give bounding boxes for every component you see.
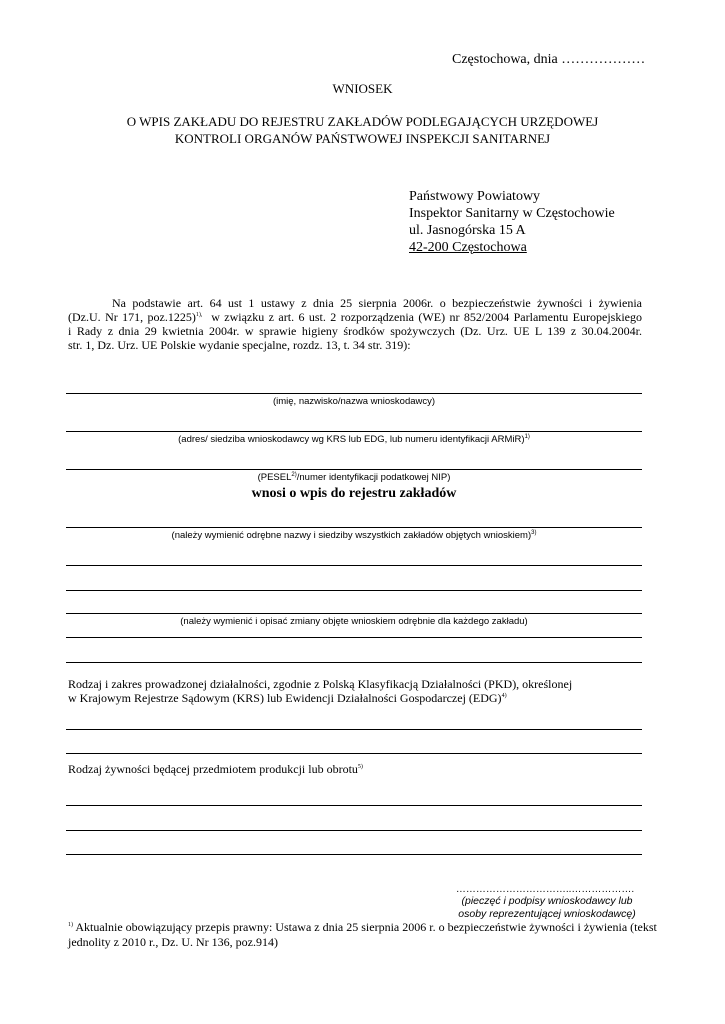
establishments-field-line-2[interactable] <box>66 565 642 566</box>
footnote-1-line-1: $^{1)}$ Aktualnie obowiązujący przepis prawny: Ustawa z dnia 25 sierpnia 2006 r. o bezpieczeństwie żywności i żywienia (tekst <box>68 920 657 934</box>
legal-basis-line-1: Na podstawie art. 64 ust 1 ustawy z dnia 25 sierpnia 2006r. o bezpieczeństwie żywności i żywienia <box>112 296 642 310</box>
changes-field[interactable] <box>66 613 642 614</box>
signature-caption-line-1: (pieczęć i podpisy wnioskodawcy lub <box>461 895 633 907</box>
footnote-ref-1: 1), <box>195 312 203 318</box>
food-type-field-line-3[interactable] <box>66 854 642 855</box>
recipient-line-2: Inspektor Sanitarny w Częstochowie <box>409 206 615 221</box>
place-date: Częstochowa, dnia ……………… <box>452 52 646 67</box>
activity-label-line-1: Rodzaj i zakres prowadzonej działalności, zgodnie z Polską Klasyfikacją Działalności (PKD), określonej <box>68 677 573 691</box>
recipient-postal-code-city: 42-200 Częstochowa <box>409 240 527 255</box>
signature-caption-line-2: osoby reprezentującej wnioskodawcę) <box>458 908 636 920</box>
applicant-pesel-nip-field[interactable] <box>66 469 642 470</box>
food-type-field-line-2[interactable] <box>66 830 642 831</box>
applicant-address-field[interactable] <box>66 431 642 432</box>
recipient-line-1: Państwowy Powiatowy <box>409 189 541 204</box>
food-type-field[interactable] <box>66 805 642 806</box>
footnote-ref-2: 2) <box>291 471 297 478</box>
footnote-1 <box>68 920 668 950</box>
request-heading: wnosi o wpis do rejestru zakładów <box>251 486 457 501</box>
establishments-field-line-3[interactable] <box>66 590 642 591</box>
activity-label <box>68 677 648 705</box>
activity-field[interactable] <box>66 729 642 730</box>
footnote-ref-1: 1) <box>524 433 530 440</box>
establishments-caption: (należy wymienić odrębne nazwy i siedziby wszystkich zakładów objętych wnioskiem)$^{3)}$ <box>171 529 537 541</box>
footnote-ref-3: 3) <box>531 529 537 536</box>
legal-basis-line-3: i Rady z dnia 29 kwietnia 2004r. w sprawie higieny środków spożywczych (Dz. Urz. UE L 139 z 30.04.2004r. <box>68 324 642 338</box>
legal-basis-citation: (Dz.U. Nr 171, poz.1225) <box>68 310 196 324</box>
establishments-field[interactable] <box>66 527 642 528</box>
applicant-address-caption: (adres/ siedziba wnioskodawcy wg KRS lub EDG, lub numeru identyfikacji ARMiR)$^{1)}$ <box>178 433 530 445</box>
signature-caption <box>414 895 680 921</box>
activity-field-line-2[interactable] <box>66 753 642 754</box>
legal-basis-paragraph <box>68 296 642 352</box>
footnote-ref-4: 4) <box>501 693 507 699</box>
legal-basis-line-2 <box>68 310 642 324</box>
activity-label-line-2: w Krajowym Rejestrze Sądowym (KRS) lub Ewidencji Działalności Gospodarczej (EDG)$^{4)}$ <box>68 691 507 705</box>
recipient-address <box>409 188 615 256</box>
changes-field-line-2[interactable] <box>66 637 642 638</box>
footnote-1-line-2: jednolity z 2010 r., Dz. U. Nr 136, poz.914) <box>68 935 278 949</box>
applicant-name-caption: (imię, nazwisko/nazwa wnioskodawcy) <box>272 396 436 407</box>
document-title: WNIOSEK <box>332 81 393 96</box>
signature-dots[interactable]: ……………………………..………………. <box>455 884 635 895</box>
food-type-label: Rodzaj żywności będącej przedmiotem produkcji lub obrotu$^{5)}$ <box>68 762 363 776</box>
footnote-ref-5: 5) <box>357 764 363 770</box>
legal-basis-line-4: str. 1, Dz. Urz. UE Polskie wydanie specjalne, rozdz. 13, t. 34 str. 319): <box>68 338 411 352</box>
changes-caption: (należy wymienić i opisać zmiany objęte wnioskiem odrębnie dla każdego zakładu) <box>180 616 528 627</box>
footnote-marker-1: 1) <box>68 922 73 928</box>
changes-field-line-3[interactable] <box>66 662 642 663</box>
applicant-name-field[interactable] <box>66 393 642 394</box>
legal-basis-regulation: w związku z art. 6 ust. 2 rozporządzenia (WE) nr 852/2004 Parlamentu Europejskiego <box>211 310 643 324</box>
applicant-pesel-nip-caption: (PESEL$^{2)}$/numer identyfikacji podatkowej NIP) <box>257 471 451 483</box>
document-subtitle-line-1: O WPIS ZAKŁADU DO REJESTRU ZAKŁADÓW PODLEGAJĄCYCH URZĘDOWEJ <box>126 114 599 129</box>
recipient-line-3: ul. Jasnogórska 15 A <box>409 223 526 238</box>
document-subtitle-line-2: KONTROLI ORGANÓW PAŃSTWOWEJ INSPEKCJI SANITARNEJ <box>174 131 551 146</box>
